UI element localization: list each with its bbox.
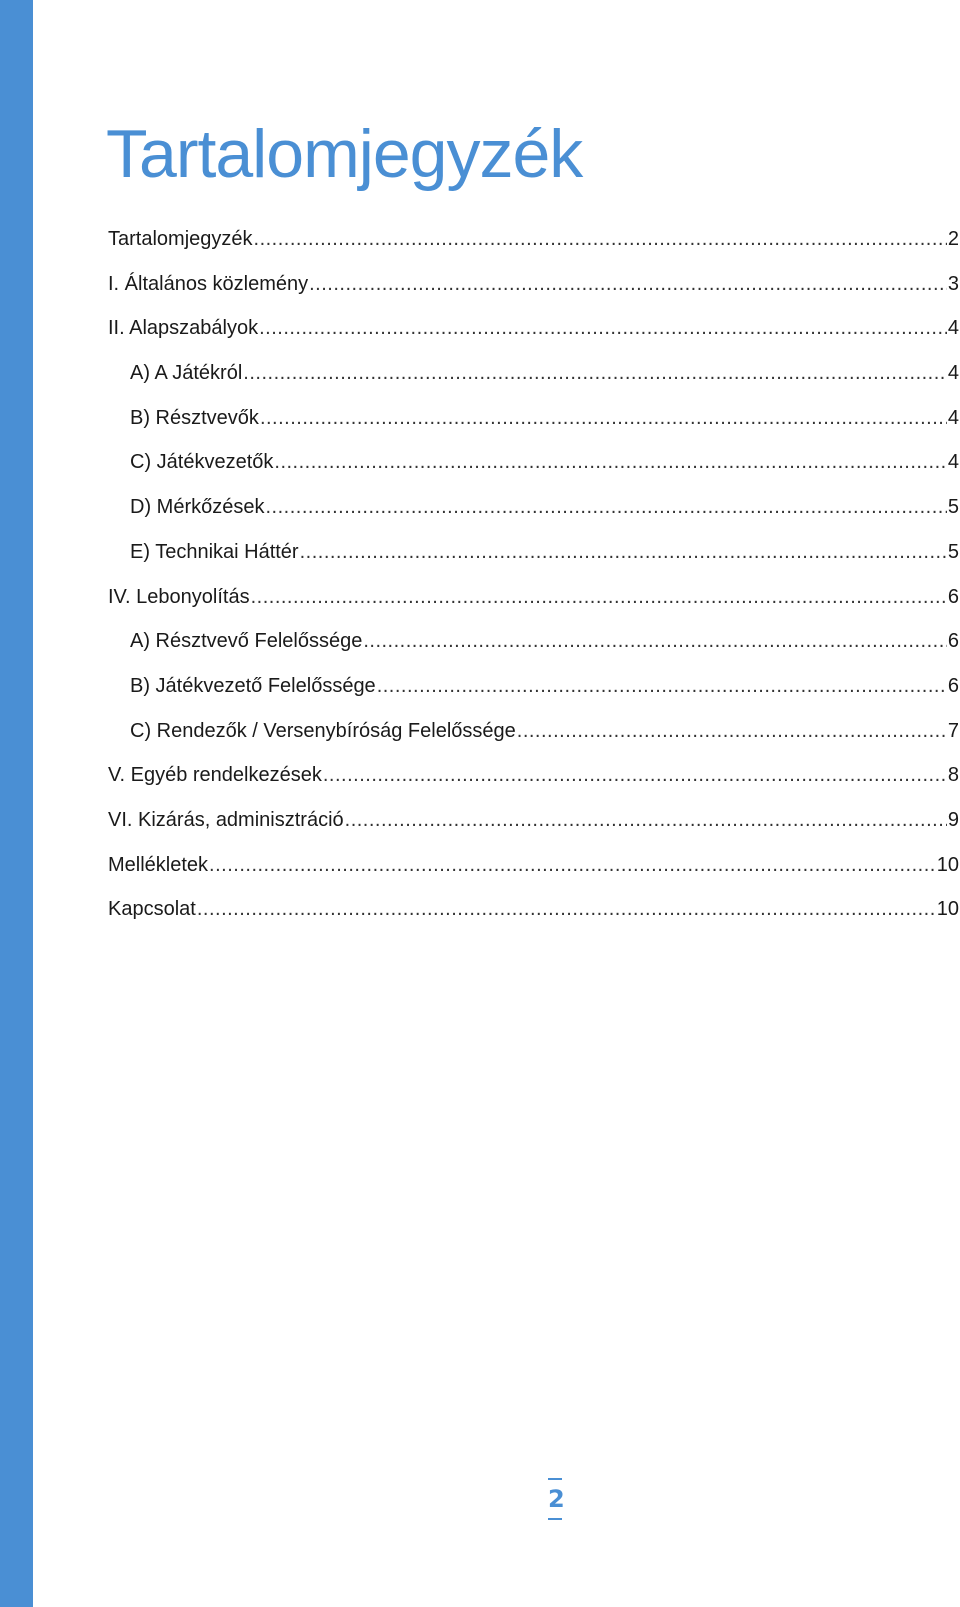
toc-dot-leader bbox=[345, 798, 947, 843]
toc-entry[interactable] bbox=[108, 753, 959, 798]
toc-entry[interactable] bbox=[108, 262, 959, 307]
toc-entry-page: 5 bbox=[947, 496, 959, 519]
toc-dot-leader bbox=[274, 440, 946, 485]
toc-entry-page: 4 bbox=[947, 362, 959, 385]
toc-entry-page: 7 bbox=[947, 719, 959, 742]
toc-subentry[interactable] bbox=[108, 619, 959, 664]
toc-entry-label: Kapcsolat bbox=[108, 898, 196, 921]
toc-dot-leader bbox=[254, 217, 947, 262]
toc-entry-label: II. Alapszabályok bbox=[108, 317, 259, 340]
toc-dot-leader bbox=[259, 306, 947, 351]
toc-entry-label: VI. Kizárás, adminisztráció bbox=[108, 808, 344, 831]
toc-entry-page: 4 bbox=[947, 406, 959, 429]
toc-dot-leader bbox=[363, 619, 947, 664]
toc-entry-label: C) Játékvezetők bbox=[130, 451, 274, 474]
toc-subentry[interactable] bbox=[108, 664, 959, 709]
toc-dot-leader bbox=[309, 262, 947, 307]
toc-entry-page: 6 bbox=[947, 585, 959, 608]
toc-subentry[interactable] bbox=[108, 351, 959, 396]
toc-dot-leader bbox=[300, 530, 947, 575]
toc-entry-label: C) Rendezők / Versenybíróság Felelőssége bbox=[130, 719, 516, 742]
toc-entry-label: Tartalomjegyzék bbox=[108, 228, 253, 250]
toc-entry-label: B) Résztvevők bbox=[130, 406, 259, 429]
toc-dot-leader bbox=[323, 753, 947, 798]
toc-entry-page: 6 bbox=[947, 674, 959, 697]
toc-entry-page: 8 bbox=[947, 764, 959, 787]
toc-entry-page: 5 bbox=[947, 540, 959, 563]
toc-entry-page: 6 bbox=[947, 630, 959, 653]
toc-subentry[interactable] bbox=[108, 530, 959, 575]
toc-dot-leader bbox=[377, 664, 947, 709]
toc-entry-label: Mellékletek bbox=[108, 853, 209, 876]
toc-subentry[interactable] bbox=[108, 440, 959, 485]
toc-entry-label: E) Technikai Háttér bbox=[130, 540, 299, 563]
toc-entry[interactable] bbox=[108, 217, 959, 262]
toc-entry[interactable] bbox=[108, 575, 959, 620]
toc-entry-page: 4 bbox=[947, 317, 959, 340]
table-of-contents bbox=[108, 217, 959, 932]
side-accent-bar bbox=[0, 0, 33, 1607]
toc-dot-leader bbox=[197, 887, 936, 932]
toc-dot-leader bbox=[265, 485, 946, 530]
toc-subentry[interactable] bbox=[108, 485, 959, 530]
toc-entry-page: 2 bbox=[947, 228, 959, 250]
toc-entry-label: I. Általános közlemény bbox=[108, 272, 309, 295]
toc-entry-page: 9 bbox=[947, 808, 959, 831]
toc-entry[interactable] bbox=[108, 306, 959, 351]
toc-entry-page: 3 bbox=[947, 272, 959, 295]
page-number-rule-bottom bbox=[548, 1518, 562, 1520]
page-title: Tartalomjegyzék bbox=[106, 116, 583, 192]
toc-entry[interactable] bbox=[108, 843, 959, 888]
toc-dot-leader bbox=[209, 843, 936, 888]
toc-entry-page: 10 bbox=[936, 898, 959, 921]
toc-entry-label: V. Egyéb rendelkezések bbox=[108, 764, 322, 787]
toc-dot-leader bbox=[251, 575, 947, 620]
toc-entry-label: D) Mérkőzések bbox=[130, 496, 265, 519]
toc-subentry[interactable] bbox=[108, 709, 959, 754]
toc-dot-leader bbox=[517, 709, 947, 754]
toc-entry-label: A) Résztvevő Felelőssége bbox=[130, 630, 363, 653]
toc-entry-label: B) Játékvezető Felelőssége bbox=[130, 674, 376, 697]
toc-entry-page: 4 bbox=[947, 451, 959, 474]
toc-entry-label: A) A Játékról bbox=[130, 362, 243, 385]
toc-subentry[interactable] bbox=[108, 396, 959, 441]
page-number: 2 bbox=[548, 1485, 565, 1513]
page-number-block bbox=[548, 1478, 565, 1520]
toc-dot-leader bbox=[260, 396, 947, 441]
toc-entry[interactable] bbox=[108, 798, 959, 843]
toc-entry[interactable] bbox=[108, 887, 959, 932]
toc-dot-leader bbox=[243, 351, 947, 396]
toc-entry-label: IV. Lebonyolítás bbox=[108, 585, 250, 608]
toc-entry-page: 10 bbox=[936, 853, 959, 876]
